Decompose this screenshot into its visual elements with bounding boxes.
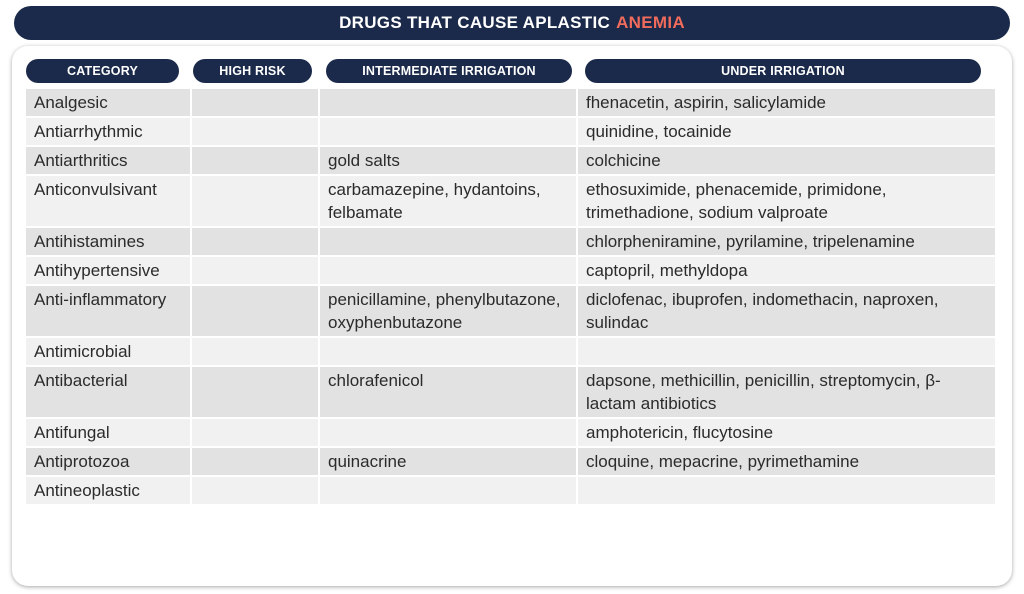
cell-category: Antineoplastic [26, 477, 190, 504]
cell-intermediate [320, 257, 576, 284]
cell-high-risk [192, 338, 318, 365]
cell-high-risk [192, 477, 318, 504]
cell-under: fhenacetin, aspirin, salicylamide [578, 89, 995, 116]
cell-intermediate: gold salts [320, 147, 576, 174]
cell-intermediate [320, 338, 576, 365]
table-row [26, 448, 995, 475]
cell-intermediate: penicillamine, phenylbutazone, oxyphenbutazone [320, 286, 576, 336]
table-row [26, 89, 995, 116]
cell-intermediate [320, 89, 576, 116]
table-row [26, 257, 995, 284]
cell-under: dapsone, methicillin, penicillin, streptomycin, β-lactam antibiotics [578, 367, 995, 417]
cell-category: Antiprotozoa [26, 448, 190, 475]
cell-intermediate [320, 118, 576, 145]
table-row [26, 147, 995, 174]
cell-under: colchicine [578, 147, 995, 174]
cell-high-risk [192, 419, 318, 446]
cell-high-risk [192, 286, 318, 336]
cell-high-risk [192, 147, 318, 174]
table-row [26, 118, 995, 145]
cell-under [578, 338, 995, 365]
cell-category: Anticonvulsivant [26, 176, 190, 226]
cell-under: diclofenac, ibuprofen, indomethacin, naproxen, sulindac [578, 286, 995, 336]
table-row [26, 477, 995, 504]
cell-category: Anti-inflammatory [26, 286, 190, 336]
header-under: UNDER IRRIGATION [585, 59, 981, 83]
cell-category: Antihypertensive [26, 257, 190, 284]
table-row [26, 228, 995, 255]
cell-under: amphotericin, flucytosine [578, 419, 995, 446]
cell-under [578, 477, 995, 504]
cell-high-risk [192, 448, 318, 475]
drug-table [26, 89, 995, 506]
cell-category: Analgesic [26, 89, 190, 116]
header-intermediate: INTERMEDIATE IRRIGATION [326, 59, 572, 83]
table-row [26, 176, 995, 226]
header-high-risk: HIGH RISK [193, 59, 312, 83]
cell-category: Antimicrobial [26, 338, 190, 365]
cell-intermediate: chlorafenicol [320, 367, 576, 417]
cell-category: Antiarrhythmic [26, 118, 190, 145]
cell-category: Antihistamines [26, 228, 190, 255]
cell-high-risk [192, 176, 318, 226]
cell-intermediate: quinacrine [320, 448, 576, 475]
cell-intermediate: carbamazepine, hydantoins, felbamate [320, 176, 576, 226]
cell-high-risk [192, 228, 318, 255]
table-row [26, 286, 995, 336]
cell-under: chlorpheniramine, pyrilamine, tripelenamine [578, 228, 995, 255]
cell-under: quinidine, tocainide [578, 118, 995, 145]
cell-category: Antibacterial [26, 367, 190, 417]
cell-intermediate [320, 228, 576, 255]
cell-high-risk [192, 367, 318, 417]
table-row [26, 338, 995, 365]
cell-under: captopril, methyldopa [578, 257, 995, 284]
title-accent: ANEMIA [616, 13, 685, 32]
cell-intermediate [320, 477, 576, 504]
cell-under: cloquine, mepacrine, pyrimethamine [578, 448, 995, 475]
header-category: CATEGORY [26, 59, 179, 83]
cell-high-risk [192, 118, 318, 145]
table-row [26, 419, 995, 446]
cell-intermediate [320, 419, 576, 446]
page-title [14, 6, 1010, 40]
cell-category: Antifungal [26, 419, 190, 446]
title-main: DRUGS THAT CAUSE APLASTIC [339, 13, 611, 32]
cell-category: Antiarthritics [26, 147, 190, 174]
cell-high-risk [192, 89, 318, 116]
cell-under: ethosuximide, phenacemide, primidone, trimethadione, sodium valproate [578, 176, 995, 226]
cell-high-risk [192, 257, 318, 284]
table-row [26, 367, 995, 417]
